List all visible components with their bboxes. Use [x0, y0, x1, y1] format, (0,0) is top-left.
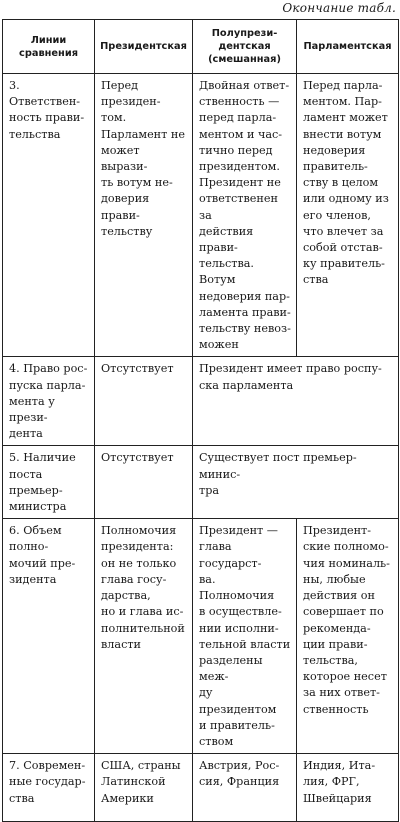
header-semi-presidential: Полупрези- дентская (смешанная): [193, 20, 297, 74]
header-parliamentary: Парламентская: [297, 20, 399, 74]
table-row: [3, 74, 399, 357]
header-comparison-lines: Линии сравнения: [3, 20, 95, 74]
table-header-row: [3, 20, 399, 74]
semi-presidential-cell: Австрия, Рос- сия, Франция: [193, 754, 297, 822]
parliamentary-cell: Перед парла- ментом. Пар- ламент может внести вотум недоверия правитель- ству в целом или одному из его членов, что влечет за собой отстав- ку правитель- ства: [297, 74, 399, 357]
parliamentary-cell: Индия, Ита- лия, ФРГ, Швейцария: [297, 754, 399, 822]
presidential-cell: Перед президен- том. Парламент не может вырази- ть вотум не- доверия прави- тельству: [95, 74, 193, 357]
table-row: [3, 754, 399, 822]
merged-cell: Существует пост премьер-минис- тра: [193, 446, 399, 519]
table-row: [3, 519, 399, 754]
semi-presidential-cell: Президент — глава государст- ва. Полномочия в осуществле- нии исполни- тельной власти разделены меж- ду президентом и правитель- ством: [193, 519, 297, 754]
row-label-cell: 7. Современ- ные государ- ства: [3, 754, 95, 822]
parliamentary-cell: Президент- ские полномо- чия номиналь- ны, любые действия он совершает по рекоменда- ции прави- тельства, которое несет за них ответ- ственность: [297, 519, 399, 754]
row-label-cell: 6. Объем полно- мочий пре- зидента: [3, 519, 95, 754]
table-row: [3, 357, 399, 446]
table-row: [3, 446, 399, 519]
comparison-table: [2, 19, 399, 822]
presidential-cell: США, страны Латинской Америки: [95, 754, 193, 822]
row-label-cell: 4. Право рос- пуска парла- мента у прези- дента: [3, 357, 95, 446]
semi-presidential-cell: Двойная ответ- ственность — перед парла- ментом и час- тично перед президентом. Президент не ответственен за действия прави- тельства. Вотум недоверия пар- ламента прави- тельству невоз- можен: [193, 74, 297, 357]
header-presidential: Президентская: [95, 20, 193, 74]
presidential-cell: Полномочия президента: он не только глава госу- дарства, но и глава ис- полнительной власти: [95, 519, 193, 754]
presidential-cell: Отсутствует: [95, 446, 193, 519]
row-label-cell: 5. Наличие поста премьер- министра: [3, 446, 95, 519]
merged-cell: Президент имеет право роспу- ска парламента: [193, 357, 399, 446]
row-label-cell: 3. Ответствен- ность прави- тельства: [3, 74, 95, 357]
presidential-cell: Отсутствует: [95, 357, 193, 446]
table-continuation-caption: Окончание табл.: [282, 1, 396, 15]
